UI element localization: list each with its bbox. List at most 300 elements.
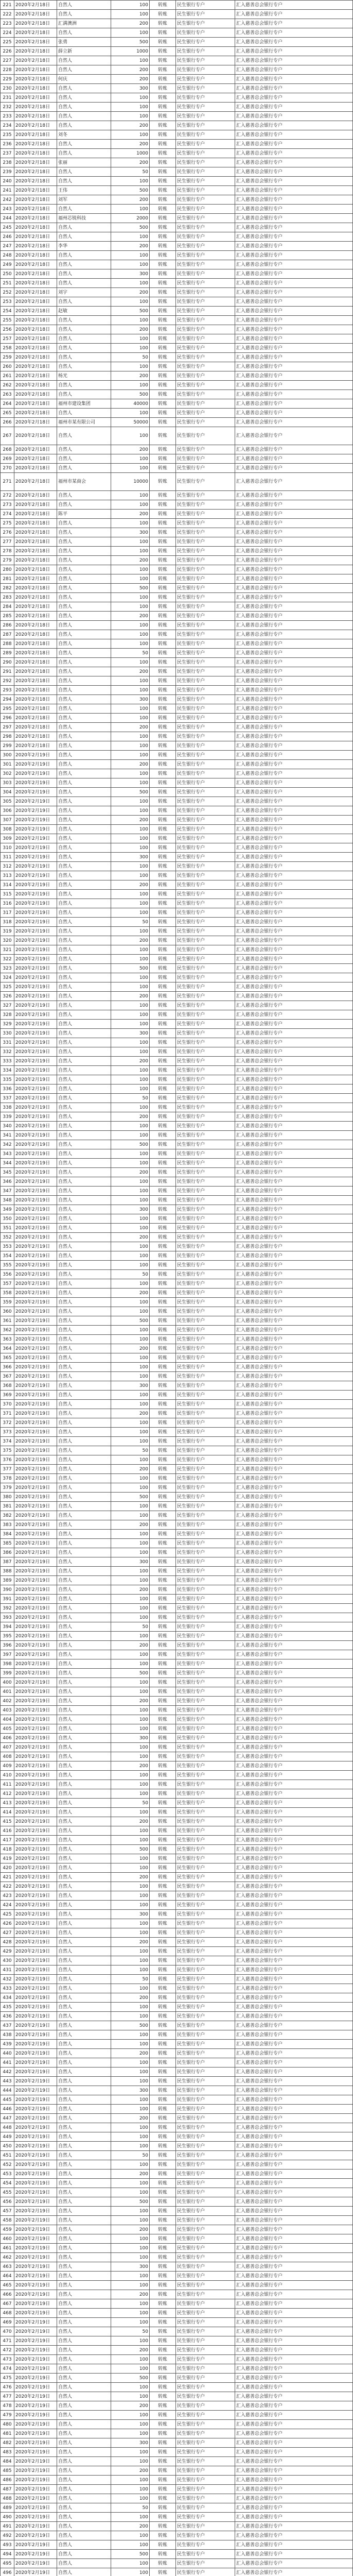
channel-cell: 民生银行专户 bbox=[176, 112, 235, 121]
note-cell: 汇入慈善总会银行专户 bbox=[235, 1446, 353, 1455]
channel-cell: 民生银行专户 bbox=[176, 2281, 235, 2290]
date-cell: 2020年2月18日 bbox=[14, 658, 57, 667]
amount-cell: 100 bbox=[111, 103, 150, 112]
payment-type-cell: 转账 bbox=[150, 2262, 176, 2272]
note-cell: 汇入慈善总会银行专户 bbox=[235, 1928, 353, 1938]
table-row bbox=[1, 834, 353, 843]
row-number-cell: 282 bbox=[1, 584, 14, 593]
donor-name-cell: 自然人 bbox=[57, 1168, 111, 1177]
donor-name-cell: 自然人 bbox=[57, 2095, 111, 2105]
row-number-cell: 233 bbox=[1, 112, 14, 121]
channel-cell: 民生银行专户 bbox=[176, 297, 235, 307]
note-cell: 汇入慈善总会银行专户 bbox=[235, 1901, 353, 1910]
note-cell: 汇入慈善总会银行专户 bbox=[235, 862, 353, 871]
channel-cell: 民生银行专户 bbox=[176, 2309, 235, 2318]
payment-type-cell: 转账 bbox=[150, 1669, 176, 1678]
row-number-cell: 352 bbox=[1, 1233, 14, 1242]
payment-type-cell: 转账 bbox=[150, 1261, 176, 1270]
note-cell: 汇入慈善总会银行专户 bbox=[235, 1659, 353, 1669]
table-row bbox=[1, 1112, 353, 1122]
table-row bbox=[1, 473, 353, 491]
donor-name-cell: 自然人 bbox=[57, 167, 111, 177]
amount-cell: 500 bbox=[111, 2550, 150, 2559]
table-row bbox=[1, 2568, 353, 2576]
table-row bbox=[1, 2392, 353, 2401]
channel-cell: 民生银行专户 bbox=[176, 1910, 235, 1919]
table-row bbox=[1, 1928, 353, 1938]
date-cell: 2020年2月19日 bbox=[14, 1845, 57, 1854]
payment-type-cell: 转账 bbox=[150, 2077, 176, 2086]
row-number-cell: 486 bbox=[1, 2476, 14, 2485]
table-row bbox=[1, 704, 353, 714]
note-cell: 汇入慈善总会银行专户 bbox=[235, 723, 353, 732]
note-cell: 汇入慈善总会银行专户 bbox=[235, 1298, 353, 1307]
channel-cell: 民生银行专户 bbox=[176, 167, 235, 177]
note-cell: 汇入慈善总会银行专户 bbox=[235, 1595, 353, 1604]
table-row bbox=[1, 2550, 353, 2559]
date-cell: 2020年2月19日 bbox=[14, 1799, 57, 1808]
payment-type-cell: 转账 bbox=[150, 1539, 176, 1548]
amount-cell: 300 bbox=[111, 1205, 150, 1214]
channel-cell: 民生银行专户 bbox=[176, 2058, 235, 2067]
table-row bbox=[1, 1836, 353, 1845]
note-cell: 汇入慈善总会银行专户 bbox=[235, 232, 353, 242]
table-row bbox=[1, 843, 353, 853]
table-row bbox=[1, 2290, 353, 2299]
channel-cell: 民生银行专户 bbox=[176, 890, 235, 899]
donor-name-cell: 自然人 bbox=[57, 1112, 111, 1122]
date-cell: 2020年2月19日 bbox=[14, 1493, 57, 1502]
table-row bbox=[1, 667, 353, 676]
date-cell: 2020年2月18日 bbox=[14, 704, 57, 714]
donor-name-cell: 刘宇 bbox=[57, 288, 111, 297]
date-cell: 2020年2月18日 bbox=[14, 279, 57, 288]
date-cell: 2020年2月19日 bbox=[14, 1047, 57, 1057]
row-number-cell: 488 bbox=[1, 2494, 14, 2503]
payment-type-cell: 转账 bbox=[150, 1455, 176, 1465]
row-number-cell: 454 bbox=[1, 2179, 14, 2188]
note-cell: 汇入慈善总会银行专户 bbox=[235, 297, 353, 307]
donor-name-cell: 自然人 bbox=[57, 10, 111, 19]
donor-name-cell: 自然人 bbox=[57, 2021, 111, 2030]
amount-cell: 2000 bbox=[111, 214, 150, 223]
channel-cell: 民生银行专户 bbox=[176, 918, 235, 927]
donor-name-cell: 自然人 bbox=[57, 1316, 111, 1326]
note-cell: 汇入慈善总会银行专户 bbox=[235, 1511, 353, 1520]
donor-name-cell: 自然人 bbox=[57, 269, 111, 279]
amount-cell: 100 bbox=[111, 945, 150, 955]
donor-name-cell: 自然人 bbox=[57, 1270, 111, 1279]
table-row bbox=[1, 639, 353, 649]
date-cell: 2020年2月18日 bbox=[14, 288, 57, 297]
table-row bbox=[1, 2383, 353, 2392]
row-number-cell: 247 bbox=[1, 242, 14, 251]
date-cell: 2020年2月19日 bbox=[14, 1381, 57, 1391]
amount-cell: 100 bbox=[111, 825, 150, 834]
channel-cell: 民生银行专户 bbox=[176, 927, 235, 936]
amount-cell: 100 bbox=[111, 751, 150, 760]
amount-cell: 100 bbox=[111, 1474, 150, 1483]
table-row bbox=[1, 1020, 353, 1029]
note-cell: 汇入慈善总会银行专户 bbox=[235, 788, 353, 797]
amount-cell: 100 bbox=[111, 1001, 150, 1010]
amount-cell: 100 bbox=[111, 1771, 150, 1780]
amount-cell: 200 bbox=[111, 556, 150, 565]
note-cell: 汇入慈善总会银行专户 bbox=[235, 760, 353, 769]
donor-name-cell: 自然人 bbox=[57, 1632, 111, 1641]
date-cell: 2020年2月19日 bbox=[14, 1604, 57, 1613]
table-row bbox=[1, 2299, 353, 2309]
channel-cell: 民生银行专户 bbox=[176, 2234, 235, 2244]
table-row bbox=[1, 1854, 353, 1863]
date-cell: 2020年2月19日 bbox=[14, 1595, 57, 1604]
row-number-cell: 432 bbox=[1, 1975, 14, 1984]
date-cell: 2020年2月19日 bbox=[14, 1771, 57, 1780]
channel-cell: 民生银行专户 bbox=[176, 1854, 235, 1863]
note-cell: 汇入慈善总会银行专户 bbox=[235, 556, 353, 565]
channel-cell: 民生银行专户 bbox=[176, 1307, 235, 1316]
donor-name-cell: 自然人 bbox=[57, 362, 111, 371]
donor-name-cell: 自然人 bbox=[57, 56, 111, 65]
row-number-cell: 377 bbox=[1, 1465, 14, 1474]
channel-cell: 民生银行专户 bbox=[176, 769, 235, 778]
row-number-cell: 482 bbox=[1, 2438, 14, 2448]
payment-type-cell: 转账 bbox=[150, 853, 176, 862]
note-cell: 汇入慈善总会银行专户 bbox=[235, 1715, 353, 1724]
channel-cell: 民生银行专户 bbox=[176, 2401, 235, 2411]
table-row bbox=[1, 2346, 353, 2355]
table-row bbox=[1, 2095, 353, 2105]
payment-type-cell: 转账 bbox=[150, 1298, 176, 1307]
row-number-cell: 374 bbox=[1, 1437, 14, 1446]
table-row bbox=[1, 1316, 353, 1326]
row-number-cell: 222 bbox=[1, 10, 14, 19]
amount-cell: 200 bbox=[111, 992, 150, 1001]
note-cell: 汇入慈善总会银行专户 bbox=[235, 1, 353, 10]
row-number-cell: 221 bbox=[1, 1, 14, 10]
amount-cell: 100 bbox=[111, 2105, 150, 2114]
table-row bbox=[1, 1965, 353, 1975]
row-number-cell: 436 bbox=[1, 2012, 14, 2021]
row-number-cell: 455 bbox=[1, 2188, 14, 2197]
amount-cell: 100 bbox=[111, 1, 150, 10]
note-cell: 汇入慈善总会银行专户 bbox=[235, 381, 353, 390]
payment-type-cell: 转账 bbox=[150, 1075, 176, 1084]
channel-cell: 民生银行专户 bbox=[176, 1595, 235, 1604]
channel-cell: 民生银行专户 bbox=[176, 1576, 235, 1585]
table-row bbox=[1, 1131, 353, 1140]
payment-type-cell: 转账 bbox=[150, 918, 176, 927]
channel-cell: 民生银行专户 bbox=[176, 19, 235, 28]
amount-cell: 100 bbox=[111, 2540, 150, 2550]
donor-name-cell: 自然人 bbox=[57, 1724, 111, 1734]
channel-cell: 民生银行专户 bbox=[176, 1279, 235, 1289]
donor-name-cell: 自然人 bbox=[57, 1428, 111, 1437]
row-number-cell: 413 bbox=[1, 1799, 14, 1808]
table-row bbox=[1, 2207, 353, 2216]
donor-name-cell: 自然人 bbox=[57, 1242, 111, 1251]
amount-cell: 200 bbox=[111, 2170, 150, 2179]
donor-name-cell: 自然人 bbox=[57, 1289, 111, 1298]
date-cell: 2020年2月19日 bbox=[14, 1103, 57, 1112]
date-cell: 2020年2月19日 bbox=[14, 2531, 57, 2540]
payment-type-cell: 转账 bbox=[150, 834, 176, 843]
note-cell: 汇入慈善总会银行专户 bbox=[235, 1177, 353, 1187]
donor-name-cell: 自然人 bbox=[57, 2244, 111, 2253]
payment-type-cell: 转账 bbox=[150, 1678, 176, 1687]
table-row bbox=[1, 1975, 353, 1984]
payment-type-cell: 转账 bbox=[150, 1771, 176, 1780]
table-row bbox=[1, 251, 353, 260]
payment-type-cell: 转账 bbox=[150, 676, 176, 686]
payment-type-cell: 转账 bbox=[150, 1715, 176, 1724]
amount-cell: 200 bbox=[111, 936, 150, 945]
payment-type-cell: 转账 bbox=[150, 899, 176, 908]
amount-cell: 500 bbox=[111, 1140, 150, 1149]
amount-cell: 200 bbox=[111, 1873, 150, 1882]
note-cell: 汇入慈善总会银行专户 bbox=[235, 955, 353, 964]
payment-type-cell: 转账 bbox=[150, 1687, 176, 1697]
donor-name-cell: 自然人 bbox=[57, 1965, 111, 1975]
payment-type-cell: 转账 bbox=[150, 1289, 176, 1298]
table-row bbox=[1, 65, 353, 75]
row-number-cell: 452 bbox=[1, 2160, 14, 2170]
row-number-cell: 403 bbox=[1, 1706, 14, 1715]
amount-cell: 100 bbox=[111, 2030, 150, 2040]
donor-name-cell: 薛立新 bbox=[57, 47, 111, 56]
channel-cell: 民生银行专户 bbox=[176, 500, 235, 510]
payment-type-cell: 转账 bbox=[150, 1038, 176, 1047]
note-cell: 汇入慈善总会银行专户 bbox=[235, 1307, 353, 1316]
table-row bbox=[1, 1103, 353, 1112]
payment-type-cell: 转账 bbox=[150, 427, 176, 445]
amount-cell: 100 bbox=[111, 2160, 150, 2170]
table-row bbox=[1, 1919, 353, 1928]
table-row bbox=[1, 658, 353, 667]
table-row bbox=[1, 1678, 353, 1687]
note-cell: 汇入慈善总会银行专户 bbox=[235, 528, 353, 537]
table-row bbox=[1, 2457, 353, 2466]
row-number-cell: 442 bbox=[1, 2067, 14, 2077]
table-row bbox=[1, 1604, 353, 1613]
donor-name-cell: 刘冬 bbox=[57, 130, 111, 140]
table-row bbox=[1, 2272, 353, 2281]
donor-name-cell: 自然人 bbox=[57, 279, 111, 288]
row-number-cell: 273 bbox=[1, 500, 14, 510]
row-number-cell: 412 bbox=[1, 1789, 14, 1799]
amount-cell: 100 bbox=[111, 1066, 150, 1075]
amount-cell: 100 bbox=[111, 1947, 150, 1956]
payment-type-cell: 转账 bbox=[150, 2355, 176, 2364]
donor-name-cell: 自然人 bbox=[57, 880, 111, 890]
payment-type-cell: 转账 bbox=[150, 1789, 176, 1799]
note-cell: 汇入慈善总会银行专户 bbox=[235, 593, 353, 602]
note-cell: 汇入慈善总会银行专户 bbox=[235, 2012, 353, 2021]
table-row bbox=[1, 2234, 353, 2244]
table-row bbox=[1, 574, 353, 584]
amount-cell: 100 bbox=[111, 1103, 150, 1112]
amount-cell: 100 bbox=[111, 1530, 150, 1539]
date-cell: 2020年2月18日 bbox=[14, 65, 57, 75]
row-number-cell: 256 bbox=[1, 325, 14, 334]
amount-cell: 100 bbox=[111, 1808, 150, 1817]
payment-type-cell: 转账 bbox=[150, 2559, 176, 2568]
table-row bbox=[1, 2142, 353, 2151]
payment-type-cell: 转账 bbox=[150, 1233, 176, 1242]
payment-type-cell: 转账 bbox=[150, 704, 176, 714]
note-cell: 汇入慈善总会银行专户 bbox=[235, 2457, 353, 2466]
channel-cell: 民生银行专户 bbox=[176, 1706, 235, 1715]
channel-cell: 民生银行专户 bbox=[176, 2550, 235, 2559]
date-cell: 2020年2月18日 bbox=[14, 214, 57, 223]
donor-name-cell: 自然人 bbox=[57, 1224, 111, 1233]
date-cell: 2020年2月19日 bbox=[14, 880, 57, 890]
date-cell: 2020年2月18日 bbox=[14, 556, 57, 565]
row-number-cell: 235 bbox=[1, 130, 14, 140]
donor-name-cell: 自然人 bbox=[57, 1567, 111, 1576]
row-number-cell: 339 bbox=[1, 1112, 14, 1122]
note-cell: 汇入慈善总会银行专户 bbox=[235, 1270, 353, 1279]
donor-name-cell: 自然人 bbox=[57, 1938, 111, 1947]
channel-cell: 民生银行专户 bbox=[176, 1168, 235, 1177]
donor-name-cell: 自然人 bbox=[57, 2364, 111, 2374]
payment-type-cell: 转账 bbox=[150, 1381, 176, 1391]
payment-type-cell: 转账 bbox=[150, 473, 176, 491]
channel-cell: 民生银行专户 bbox=[176, 806, 235, 816]
table-row bbox=[1, 2225, 353, 2234]
amount-cell: 100 bbox=[111, 316, 150, 325]
channel-cell: 民生银行专户 bbox=[176, 1400, 235, 1409]
table-row bbox=[1, 2309, 353, 2318]
donor-name-cell: 自然人 bbox=[57, 1, 111, 10]
row-number-cell: 431 bbox=[1, 1965, 14, 1975]
amount-cell: 50 bbox=[111, 1975, 150, 1984]
table-row bbox=[1, 195, 353, 205]
channel-cell: 民生银行专户 bbox=[176, 1474, 235, 1483]
table-row bbox=[1, 1289, 353, 1298]
amount-cell: 300 bbox=[111, 1029, 150, 1038]
payment-type-cell: 转账 bbox=[150, 316, 176, 325]
note-cell: 汇入慈善总会银行专户 bbox=[235, 1493, 353, 1502]
row-number-cell: 481 bbox=[1, 2429, 14, 2438]
note-cell: 汇入慈善总会银行专户 bbox=[235, 2067, 353, 2077]
row-number-cell: 416 bbox=[1, 1826, 14, 1836]
payment-type-cell: 转账 bbox=[150, 1029, 176, 1038]
channel-cell: 民生银行专户 bbox=[176, 695, 235, 704]
row-number-cell: 493 bbox=[1, 2540, 14, 2550]
channel-cell: 民生银行专户 bbox=[176, 1437, 235, 1446]
table-row bbox=[1, 2327, 353, 2336]
amount-cell: 200 bbox=[111, 1520, 150, 1530]
row-number-cell: 309 bbox=[1, 834, 14, 843]
channel-cell: 民生银行专户 bbox=[176, 1335, 235, 1344]
donor-name-cell: 自然人 bbox=[57, 714, 111, 723]
row-number-cell: 483 bbox=[1, 2448, 14, 2457]
row-number-cell: 289 bbox=[1, 649, 14, 658]
payment-type-cell: 转账 bbox=[150, 1826, 176, 1836]
payment-type-cell: 转账 bbox=[150, 2179, 176, 2188]
row-number-cell: 331 bbox=[1, 1038, 14, 1047]
payment-type-cell: 转账 bbox=[150, 825, 176, 834]
channel-cell: 民生银行专户 bbox=[176, 2114, 235, 2123]
row-number-cell: 363 bbox=[1, 1335, 14, 1344]
table-row bbox=[1, 1474, 353, 1483]
row-number-cell: 389 bbox=[1, 1576, 14, 1585]
payment-type-cell: 转账 bbox=[150, 2420, 176, 2429]
donor-name-cell: 自然人 bbox=[57, 2132, 111, 2142]
amount-cell: 100 bbox=[111, 639, 150, 649]
row-number-cell: 298 bbox=[1, 732, 14, 741]
amount-cell: 100 bbox=[111, 741, 150, 751]
channel-cell: 民生银行专户 bbox=[176, 788, 235, 797]
date-cell: 2020年2月19日 bbox=[14, 1789, 57, 1799]
payment-type-cell: 转账 bbox=[150, 112, 176, 121]
channel-cell: 民生银行专户 bbox=[176, 1604, 235, 1613]
payment-type-cell: 转账 bbox=[150, 242, 176, 251]
channel-cell: 民生银行专户 bbox=[176, 825, 235, 834]
note-cell: 汇入慈善总会银行专户 bbox=[235, 676, 353, 686]
row-number-cell: 358 bbox=[1, 1289, 14, 1298]
row-number-cell: 430 bbox=[1, 1956, 14, 1965]
date-cell: 2020年2月19日 bbox=[14, 1159, 57, 1168]
payment-type-cell: 转账 bbox=[150, 93, 176, 103]
table-row bbox=[1, 2336, 353, 2346]
donor-name-cell: 自然人 bbox=[57, 574, 111, 584]
date-cell: 2020年2月18日 bbox=[14, 695, 57, 704]
note-cell: 汇入慈善总会银行专户 bbox=[235, 1789, 353, 1799]
donor-name-cell: 自然人 bbox=[57, 1669, 111, 1678]
channel-cell: 民生银行专户 bbox=[176, 1261, 235, 1270]
row-number-cell: 476 bbox=[1, 2383, 14, 2392]
donor-name-cell: 自然人 bbox=[57, 409, 111, 418]
date-cell: 2020年2月19日 bbox=[14, 1400, 57, 1409]
donor-name-cell: 自然人 bbox=[57, 1038, 111, 1047]
date-cell: 2020年2月19日 bbox=[14, 2429, 57, 2438]
payment-type-cell: 转账 bbox=[150, 741, 176, 751]
row-number-cell: 462 bbox=[1, 2253, 14, 2262]
date-cell: 2020年2月19日 bbox=[14, 2021, 57, 2030]
amount-cell: 100 bbox=[111, 1122, 150, 1131]
date-cell: 2020年2月19日 bbox=[14, 1131, 57, 1140]
row-number-cell: 281 bbox=[1, 574, 14, 584]
channel-cell: 民生银行专户 bbox=[176, 1075, 235, 1084]
donor-name-cell: 自然人 bbox=[57, 2225, 111, 2234]
channel-cell: 民生银行专户 bbox=[176, 2086, 235, 2095]
table-row bbox=[1, 2012, 353, 2021]
table-row bbox=[1, 908, 353, 918]
channel-cell: 民生银行专户 bbox=[176, 1455, 235, 1465]
channel-cell: 民生银行专户 bbox=[176, 2457, 235, 2466]
date-cell: 2020年2月18日 bbox=[14, 362, 57, 371]
date-cell: 2020年2月18日 bbox=[14, 593, 57, 602]
date-cell: 2020年2月19日 bbox=[14, 751, 57, 760]
date-cell: 2020年2月19日 bbox=[14, 1483, 57, 1493]
table-row bbox=[1, 1873, 353, 1882]
donor-name-cell: 自然人 bbox=[57, 353, 111, 362]
donor-name-cell: 自然人 bbox=[57, 84, 111, 93]
table-row bbox=[1, 232, 353, 242]
table-row bbox=[1, 1771, 353, 1780]
date-cell: 2020年2月19日 bbox=[14, 2040, 57, 2049]
donor-name-cell: 自然人 bbox=[57, 1845, 111, 1854]
date-cell: 2020年2月19日 bbox=[14, 1530, 57, 1539]
channel-cell: 民生银行专户 bbox=[176, 1659, 235, 1669]
table-row bbox=[1, 1789, 353, 1799]
table-row bbox=[1, 769, 353, 778]
date-cell: 2020年2月19日 bbox=[14, 945, 57, 955]
note-cell: 汇入慈善总会银行专户 bbox=[235, 639, 353, 649]
payment-type-cell: 转账 bbox=[150, 1817, 176, 1826]
